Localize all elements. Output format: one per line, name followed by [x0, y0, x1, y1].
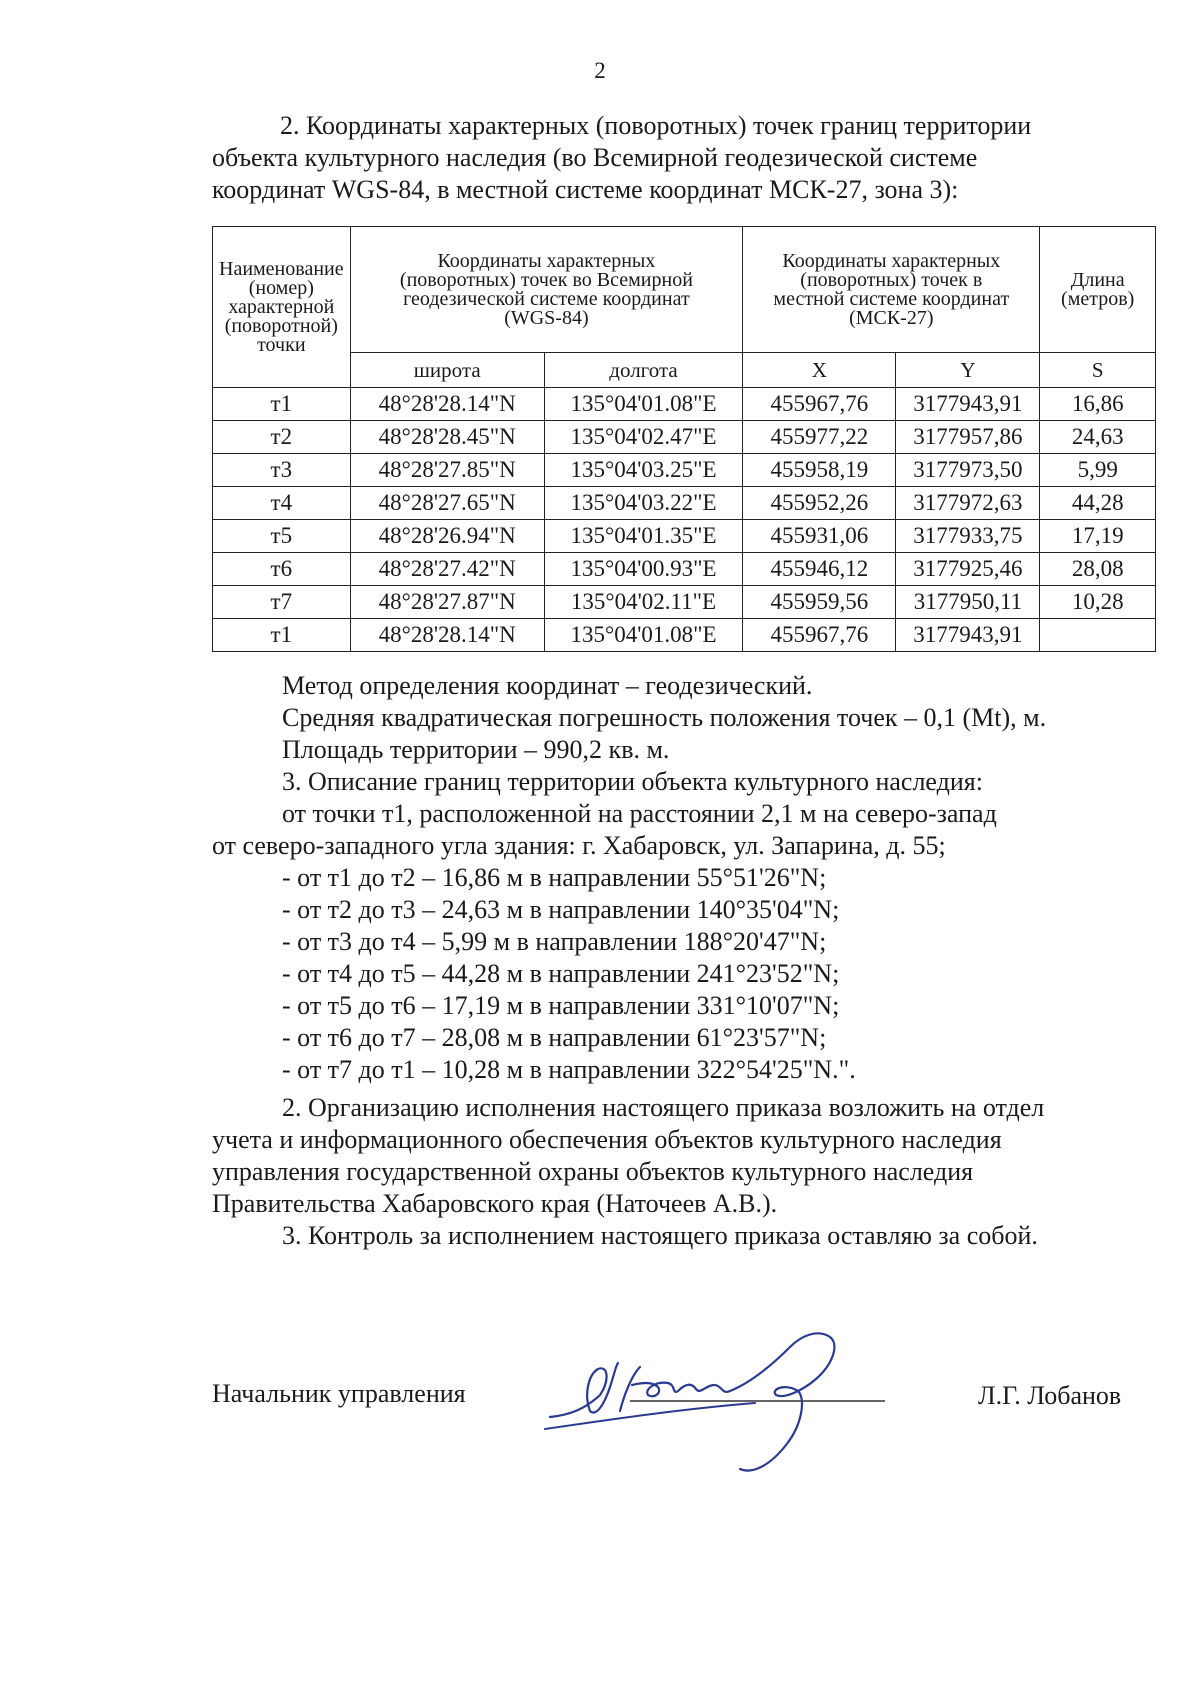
- subheader-x: X: [743, 353, 896, 388]
- signature-stroke: [620, 1367, 730, 1411]
- cell-lon: 135°04'01.08"E: [544, 619, 742, 652]
- cell-s: 5,99: [1040, 454, 1156, 487]
- cell-y: 3177943,91: [896, 388, 1040, 421]
- header-wgs84: Координаты характерных (поворотных) точек во Всемирной геодезической системе координат (WGS-84): [350, 227, 743, 353]
- segment-item: - от т5 до т6 – 17,19 м в направлении 331°10'07"N;: [282, 991, 840, 1020]
- order-2-line-2: учета и информационного обеспечения объектов культурного наследия: [212, 1125, 1002, 1154]
- coordinates-table: [212, 226, 1156, 652]
- cell-s: 44,28: [1040, 487, 1156, 520]
- header-point-name: Наименование (номер) характерной (поворотной) точки: [213, 227, 351, 388]
- cell-s: 17,19: [1040, 520, 1156, 553]
- cell-lat: 48°28'27.87"N: [350, 586, 544, 619]
- cell-point: т7: [213, 586, 351, 619]
- cell-lon: 135°04'01.35"E: [544, 520, 742, 553]
- error-text: Средняя квадратическая погрешность положения точек – 0,1 (Mt), м.: [282, 703, 1047, 732]
- header-msk27: Координаты характерных (поворотных) точек в местной системе координат (МСК-27): [743, 227, 1040, 353]
- table-row: [213, 520, 1156, 553]
- cell-s: 24,63: [1040, 421, 1156, 454]
- segment-item: - от т6 до т7 – 28,08 м в направлении 61°23'57"N;: [282, 1023, 827, 1052]
- header-length: Длина (метров): [1040, 227, 1156, 353]
- table-row: [213, 586, 1156, 619]
- cell-lon: 135°04'03.22"E: [544, 487, 742, 520]
- cell-lat: 48°28'28.14"N: [350, 388, 544, 421]
- cell-point: т2: [213, 421, 351, 454]
- start-point-line-2: от северо-западного угла здания: г. Хабаровск, ул. Запарина, д. 55;: [212, 831, 946, 860]
- cell-y: 3177972,63: [896, 487, 1040, 520]
- area-text: Площадь территории – 990,2 кв. м.: [282, 735, 670, 764]
- cell-lat: 48°28'26.94"N: [350, 520, 544, 553]
- cell-lat: 48°28'28.14"N: [350, 619, 544, 652]
- cell-point: т1: [213, 388, 351, 421]
- cell-s: 16,86: [1040, 388, 1156, 421]
- cell-lon: 135°04'00.93"E: [544, 553, 742, 586]
- section-3-title: 3. Описание границ территории объекта культурного наследия:: [282, 767, 983, 796]
- signatory-name: Л.Г. Лобанов: [978, 1381, 1122, 1410]
- cell-s: 10,28: [1040, 586, 1156, 619]
- cell-x: 455931,06: [743, 520, 896, 553]
- signature-stroke: [545, 1403, 755, 1429]
- table-row: [213, 388, 1156, 421]
- cell-lon: 135°04'02.47"E: [544, 421, 742, 454]
- cell-x: 455958,19: [743, 454, 896, 487]
- cell-y: 3177957,86: [896, 421, 1040, 454]
- cell-lat: 48°28'27.42"N: [350, 553, 544, 586]
- segment-item: - от т7 до т1 – 10,28 м в направлении 322°54'25"N.".: [282, 1055, 856, 1084]
- segment-item: - от т2 до т3 – 24,63 м в направлении 140°35'04"N;: [282, 895, 840, 924]
- cell-x: 455959,56: [743, 586, 896, 619]
- handwritten-signature: [540, 1325, 895, 1485]
- segment-item: - от т1 до т2 – 16,86 м в направлении 55°51'26"N;: [282, 863, 827, 892]
- cell-y: 3177973,50: [896, 454, 1040, 487]
- cell-point: т5: [213, 520, 351, 553]
- signature-stroke: [730, 1333, 834, 1470]
- cell-point: т3: [213, 454, 351, 487]
- cell-y: 3177933,75: [896, 520, 1040, 553]
- start-point-line-1: от точки т1, расположенной на расстоянии 2,1 м на северо-запад: [282, 799, 997, 828]
- intro-line-1: 2. Координаты характерных (поворотных) точек границ территории: [280, 111, 1032, 140]
- signature-stroke: [550, 1363, 618, 1417]
- subheader-y: Y: [896, 353, 1040, 388]
- cell-y: 3177925,46: [896, 553, 1040, 586]
- order-2-line-4: Правительства Хабаровского края (Наточеев А.В.).: [212, 1189, 778, 1218]
- cell-lat: 48°28'28.45"N: [350, 421, 544, 454]
- page-number: 2: [594, 58, 606, 83]
- cell-x: 455952,26: [743, 487, 896, 520]
- cell-lon: 135°04'02.11"E: [544, 586, 742, 619]
- cell-point: т4: [213, 487, 351, 520]
- method-text: Метод определения координат – геодезический.: [282, 671, 813, 700]
- subheader-latitude: широта: [350, 353, 544, 388]
- table-row: [213, 421, 1156, 454]
- signatory-position: Начальник управления: [212, 1379, 466, 1408]
- cell-s: 28,08: [1040, 553, 1156, 586]
- order-2-line-3: управления государственной охраны объектов культурного наследия: [212, 1157, 974, 1186]
- table-row: [213, 454, 1156, 487]
- cell-x: 455946,12: [743, 553, 896, 586]
- cell-s: [1040, 619, 1156, 652]
- table-row: [213, 553, 1156, 586]
- intro-line-3: координат WGS-84, в местной системе координат МСК-27, зона 3):: [212, 175, 959, 204]
- cell-x: 455967,76: [743, 619, 896, 652]
- cell-x: 455967,76: [743, 388, 896, 421]
- intro-line-2: объекта культурного наследия (во Всемирной геодезической системе: [212, 143, 978, 172]
- cell-lon: 135°04'01.08"E: [544, 388, 742, 421]
- cell-point: т6: [213, 553, 351, 586]
- table-row: [213, 487, 1156, 520]
- order-2-line-1: 2. Организацию исполнения настоящего приказа возложить на отдел: [282, 1093, 1045, 1122]
- cell-point: т1: [213, 619, 351, 652]
- cell-lat: 48°28'27.85"N: [350, 454, 544, 487]
- cell-x: 455977,22: [743, 421, 896, 454]
- cell-lat: 48°28'27.65"N: [350, 487, 544, 520]
- cell-y: 3177950,11: [896, 586, 1040, 619]
- order-3-text: 3. Контроль за исполнением настоящего приказа оставляю за собой.: [282, 1221, 1038, 1250]
- subheader-s: S: [1040, 353, 1156, 388]
- table-row: [213, 619, 1156, 652]
- cell-y: 3177943,91: [896, 619, 1040, 652]
- segment-item: - от т4 до т5 – 44,28 м в направлении 241°23'52"N;: [282, 959, 840, 988]
- subheader-longitude: долгота: [544, 353, 742, 388]
- cell-lon: 135°04'03.25"E: [544, 454, 742, 487]
- segment-item: - от т3 до т4 – 5,99 м в направлении 188°20'47"N;: [282, 927, 827, 956]
